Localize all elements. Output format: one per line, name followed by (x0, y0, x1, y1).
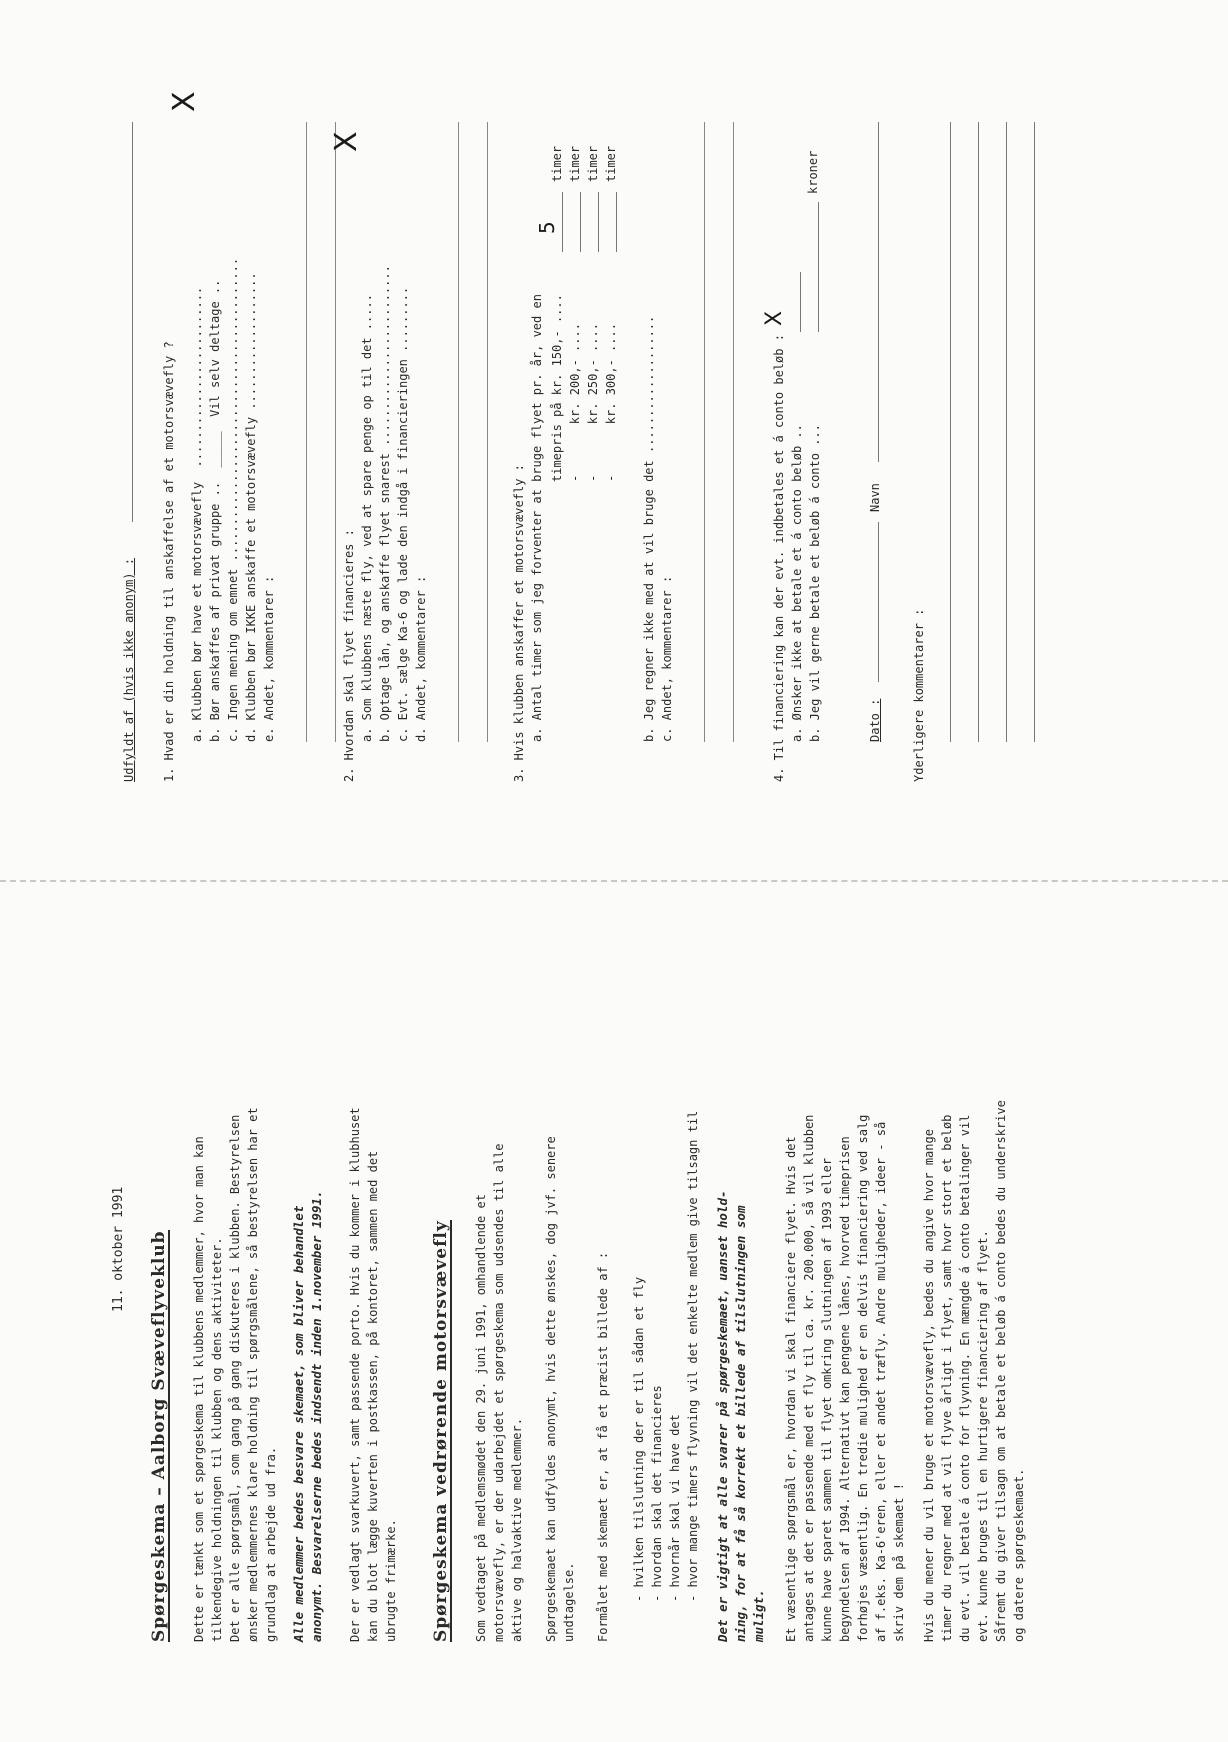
envelope-text: Der er vedlagt svarkuvert, samt passende porto. Hvis du kommer i klubhuset kan du blot lægge kuverten i postkassen, på kontoret, sammen med det ubrugte frimærke. (348, 1107, 398, 1642)
q2-option-c[interactable]: c. Evt. sælge Ka-6 og lade den indgå i financieringen ......... (396, 286, 410, 742)
letter-date: 11. oktober 1991 (111, 1186, 126, 1312)
q1-comment-line[interactable] (306, 122, 307, 742)
purpose-paragraph (594, 902, 612, 1642)
q1-option-d[interactable]: d. Klubben bør IKKE anskaffe et motorsvævefly ................... (244, 272, 258, 742)
question-3 (510, 82, 546, 782)
hours-field-250[interactable] (598, 192, 599, 252)
name-field[interactable] (878, 122, 879, 462)
hours-field-300[interactable] (616, 192, 617, 252)
filled-by-label: Udfyldt af (hvis ikke anonym) : (122, 558, 136, 782)
deadline-text: Alle medlemmer bedes besvare skemaet, som bliver behandlet anonymt. Besvarelserne bedes indsendt inden 1.november 1991. (291, 1190, 324, 1642)
list-item: - hvornår skal vi have det (668, 1414, 682, 1602)
q3-option-a: a. Antal timer som jeg forventer at bruge flyet pr. år, ved en (530, 294, 544, 742)
unit-label: timer (550, 145, 564, 182)
important-text: Det er vigtigt at alle svarer på spørgeskemaet, uanset hold- ning, for at få så korrekt et billede af tilslutningen som muligt. (715, 1190, 766, 1642)
list-item: - hvilken tilslutning der er til sådan et fly (632, 1276, 646, 1602)
purpose-list (630, 902, 702, 1642)
date-label (866, 699, 884, 742)
resolution-paragraph (472, 902, 526, 1642)
q2-checkmark: X (329, 131, 364, 152)
hours-field-200[interactable] (580, 192, 581, 252)
date-field[interactable] (878, 522, 879, 682)
q1-option-a[interactable]: a. Klubben bør have et motorsvævefly ......................... (190, 286, 204, 742)
q4-option-a-field[interactable] (800, 272, 801, 332)
question-3-rest (640, 82, 734, 782)
q4-checkmark: X (762, 310, 787, 326)
q1-option-b[interactable]: b. Bør anskaffes af privat gruppe .. _____ Vil selv deltage .. (208, 279, 222, 742)
filled-by-field[interactable] (132, 122, 133, 522)
q2-comment-line[interactable] (458, 122, 459, 742)
emphasis-deadline (290, 902, 326, 1642)
further-comments-label: Yderligere kommentarer : (912, 608, 926, 782)
price-row-250: - kr. 250,- .... (586, 323, 600, 482)
finance-text: Et væsentlige spørgsmål er, hvordan vi skal financiere flyet. Hvis det antages at det er passende med et fly til ca. kr. 200.000, så vil klubben kunne have sparet sammen til flyet omkring slutningen af 1993 eller begyndelsen af 1994. Alternativt kan pengene lånes, hvorved timeprisen forhøjes væsentlig. En tredie mulighed er en delvis financiering ved salg af f.eks. Ka-6'eren, eller et andet træfly. Andre muligheder, ideer - så skriv dem på skemaet ! (784, 1114, 906, 1642)
finance-paragraph (782, 902, 908, 1642)
q4-option-b[interactable]: b. Jeg vil gerne betale et beløb á conto ... (808, 424, 822, 742)
q1-option-c[interactable]: c. Ingen mening om emnet .......................................... (226, 257, 240, 742)
further-comment-line[interactable] (1006, 122, 1007, 742)
fold-line (0, 880, 1228, 882)
q2-comment-line[interactable] (487, 122, 488, 742)
date-label-text: Dato : (868, 698, 882, 742)
q3-price-table (548, 122, 620, 482)
page-title: Spørgeskema – Aalborg Svæveflyveklub (149, 1230, 169, 1642)
price-row-300: - kr. 300,- .... (604, 323, 618, 482)
q1-comment-line[interactable] (335, 122, 336, 742)
envelope-paragraph (346, 902, 400, 1642)
intro-paragraph (190, 902, 280, 1642)
question-2-text: 2. Hvordan skal flyet financieres : (342, 529, 356, 782)
unit-label: timer (586, 145, 600, 182)
closing-text: Hvis du mener du vil bruge et motorsvævefly, bedes du angive hvor mange timer du regner med at vil flyve årligt i flyet, samt hvor stort et beløb du evt. vil betale á conto for flyvning. En mængde á conto betalinger vil evt. kunne bruges til en hurtigere financiering af flyet. Såfremt du giver tilsagn om at betale et beløb á conto bedes du underskrive og datere spørgeskemaet. (922, 1100, 1026, 1642)
name-label: Navn (868, 483, 882, 512)
emphasis-important (714, 902, 768, 1642)
question-1 (160, 82, 336, 782)
price-row-200: - kr. 200,- .... (568, 323, 582, 482)
further-comment-line[interactable] (978, 122, 979, 742)
list-item: - hvordan skal det financieres (650, 1385, 664, 1602)
closing-paragraph (920, 902, 1028, 1642)
q3-option-c[interactable]: c. Andet, kommentarer : (660, 575, 674, 742)
unit-label: timer (604, 145, 618, 182)
intro-text: Dette er tænkt som et spørgeskema til klubbens medlemmer, hvor man kan tilkendegive holdningen til klubben og dens aktiviteter. Det er alle spørgsmål, som gang på gang diskuteres i klubben. Bestyrelsen ønsker medlemmernes klare holdning til spørgsmålene, så bestyrelsen har et grundlag at arbejde ud fra. (192, 1107, 278, 1642)
q3-comment-line[interactable] (733, 122, 734, 742)
currency-label: kroner (806, 150, 820, 194)
anonymous-text: Spørgeskemaet kan udfyldes anonymt, hvis dette ønskes, dog jvf. senere undtagelse. (544, 1136, 576, 1642)
further-comment-line[interactable] (1034, 122, 1035, 742)
question-2 (329, 82, 488, 782)
question-1-text: 1. Hvad er din holdning til anskaffelse af et motorsvævefly ? (162, 341, 176, 782)
q2-option-a[interactable]: a. Som klubbens næste fly, ved at spare penge op til det ..... (360, 294, 374, 742)
q4-amount-field[interactable] (818, 202, 819, 332)
q3-handwritten-hours: 5 (535, 221, 559, 234)
price-row-150: timepris på kr. 150,- .... (550, 294, 564, 482)
question-3-text: 3. Hvis klubben anskaffer et motorsvævefly : (512, 464, 526, 782)
anonymous-paragraph (542, 902, 578, 1642)
section-title: Spørgeskema vedrørende motorsvævefly (431, 1220, 451, 1642)
q2-option-d[interactable]: d. Andet, kommentarer : (414, 575, 428, 742)
q2-option-b[interactable]: b. Optage lån, og anskaffe flyet snarest ......................... (378, 265, 392, 742)
resolution-text: Som vedtaget på medlemsmødet den 29. juni 1991, omhandlende et motorsvævefly, er der udarbejdet et spørgeskema som udsendes til alle aktive og halvaktive medlemmer. (474, 1143, 524, 1642)
q1-option-e[interactable]: e. Andet, kommentarer : (262, 575, 276, 742)
q1-checkmark: X (167, 91, 202, 112)
q3-option-b[interactable]: b. Jeg regner ikke med at vil bruge det ................... (642, 315, 656, 742)
unit-label: timer (568, 145, 582, 182)
purpose-text: Formålet med skemaet er, at få et præcist billede af : (596, 1251, 610, 1642)
q3-comment-line[interactable] (704, 122, 705, 742)
further-comment-line[interactable] (950, 122, 951, 742)
hours-field-150[interactable] (562, 192, 563, 252)
list-item: - hvor mange timers flyvning vil det enkelte medlem give tilsagn til (686, 1110, 700, 1602)
q4-option-a[interactable]: a. Ønsker ikke at betale et á conto beløb .. (790, 424, 804, 742)
question-4-text: 4. Til financiering kan der evt. indbetales et á conto beløb : (772, 334, 786, 782)
